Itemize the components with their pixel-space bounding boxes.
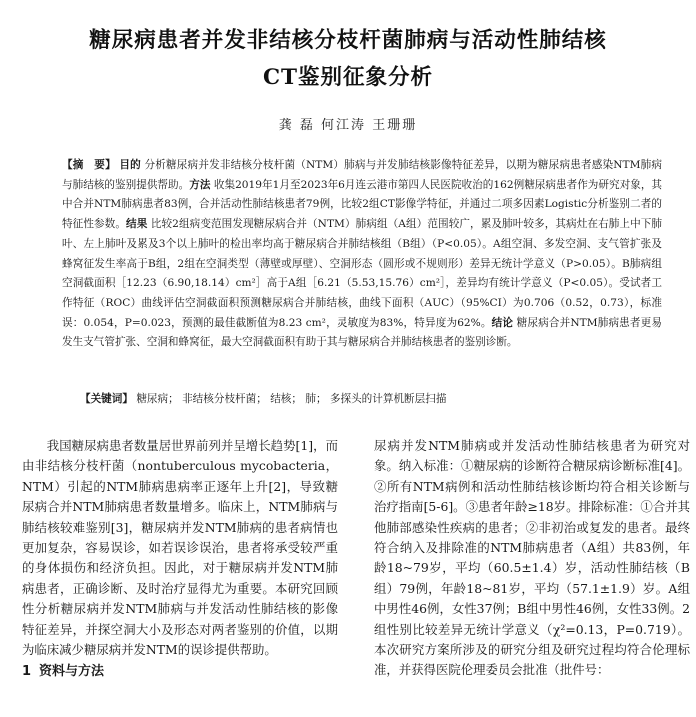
keywords-text: 糖尿病； 非结核分枝杆菌； 结核； 肺； 多探头的计算机断层扫描 xyxy=(136,393,447,405)
abstract-result-label: 结果 xyxy=(126,218,148,231)
abstract-conclusion: 糖尿病合并NTM肺病患者更易发生支气管扩张、空洞和蜂窝征，最大空洞截面积有助于其与糖尿病合并肺结核患者的鉴别诊断。 xyxy=(62,316,663,349)
article-title xyxy=(0,22,696,96)
abstract-method: 收集2019年1月至2023年6月连云港市第四人民医院收治的162例糖尿病患者作为研究对象，其中合并NTM肺病患者83例，合并活动性肺结核患者79例，比较2组CT影像学特征，并通过二项多因素Logistic分析鉴别二者的特征性参数。 xyxy=(62,178,663,231)
body-column-right xyxy=(374,436,690,681)
keywords-heading: 【关键词】 xyxy=(80,393,133,405)
abstract-purpose-label: 目的 xyxy=(119,159,141,171)
section-heading xyxy=(22,662,338,682)
title-line-2: CT鉴别征象分析 xyxy=(262,65,434,90)
author-list: 龚 磊 何江涛 王珊珊 xyxy=(278,118,418,133)
intro-paragraph: 我国糖尿病患者数量居世界前列并呈增长趋势[1]，而由非结核分枝杆菌（nontuberculous mycobacteria，NTM）引起的NTM肺病患病率正逐年上升[2]，导致糖尿病合并NTM肺病患者数量增多。临床上，NTM肺病与肺结核较难鉴别[3]，糖尿病并发NTM肺病的患者病情也更加复杂，容易误诊，如若误诊误治，患者将承受较严重的身体损伤和经济负担。因此，对于糖尿病并发NTM肺病患者，正确诊断、及时治疗显得尤为重要。本研究回顾性分析糖尿病并发NTM肺病与并发活动性肺结核的影像特征差异，并探空洞大小及形态对两者鉴别的价值，以期为临床减少糖尿病并发NTM的误诊提供帮助。 xyxy=(22,438,338,658)
abstract xyxy=(62,156,662,353)
abstract-conclusion-label: 结论 xyxy=(491,316,514,329)
abstract-heading: 【摘 要】 xyxy=(62,159,116,171)
keywords xyxy=(80,390,670,409)
body-column-left xyxy=(22,436,338,683)
section-number: 1 xyxy=(22,664,32,680)
abstract-result: 比较2组病变范围发现糖尿病合并（NTM）肺病组（A组）范围较广，累及肺叶较多，其病灶在右肺上中下肺叶、左上肺叶及累及3个以上肺叶的检出率均高于糖尿病合并肺结核组（B组）（P<0.05）。A组空洞、多发空洞、支气管扩张及蜂窝征发生率高于B组，2组在空洞类型（薄壁或厚壁）、空洞形态（圆形或不规则形）差异无统计学意义（P>0.05）。B肺病组空洞截面积［12.23（6.90,18.14）cm²］高于A组［6.21（5.53,15.76）cm²］，差异均有统计学意义（P<0.05）。受试者工作特征（ROC）曲线评估空洞截面积预测糖尿病合并肺结核，曲线下面积（AUC）（95%CI）为0.706（0.52，0.73），标准误：0.054，P=0.023，预测的最佳截断值为8.23 cm²，灵敏度为83%，特异度为62%。 xyxy=(62,218,663,329)
abstract-method-label: 方法 xyxy=(189,178,211,191)
section-title: 资料与方法 xyxy=(39,664,105,680)
abstract-purpose: 分析糖尿病并发非结核分枝杆菌（NTM）肺病与并发肺结核影像特征差异，以期为糖尿病患者感染NTM肺病与肺结核的鉴别提供帮助。 xyxy=(62,159,663,191)
title-line-1: 糖尿病患者并发非结核分枝杆菌肺病与活动性肺结核 xyxy=(89,28,607,53)
methods-paragraph: 尿病并发NTM肺病或并发活动性肺结核患者为研究对象。纳入标准：①糖尿病的诊断符合糖尿病诊断标准[4]。②所有NTM病例和活动性肺结核诊断均符合相关诊断与治疗指南[5-6]。③患者年龄≥18岁。排除标准：①合并其他肺部感染性疾病的患者；②非初治或复发的患者。最终符合纳入及排除准的NTM肺病患者（A组）共83例，年龄18~79岁，平均（60.5±1.4）岁，活动性肺结核（B组）79例，年龄18~81岁，平均（57.1±1.9）岁。A组中男性46例，女性37例；B组中男性46例，女性33例。2组性别比较差异无统计学意义（χ²=0.13，P=0.719）。本次研究方案所涉及的研究分组及研究过程均符合伦理标准，并获得医院伦理委员会批准（批件号： xyxy=(374,438,690,678)
